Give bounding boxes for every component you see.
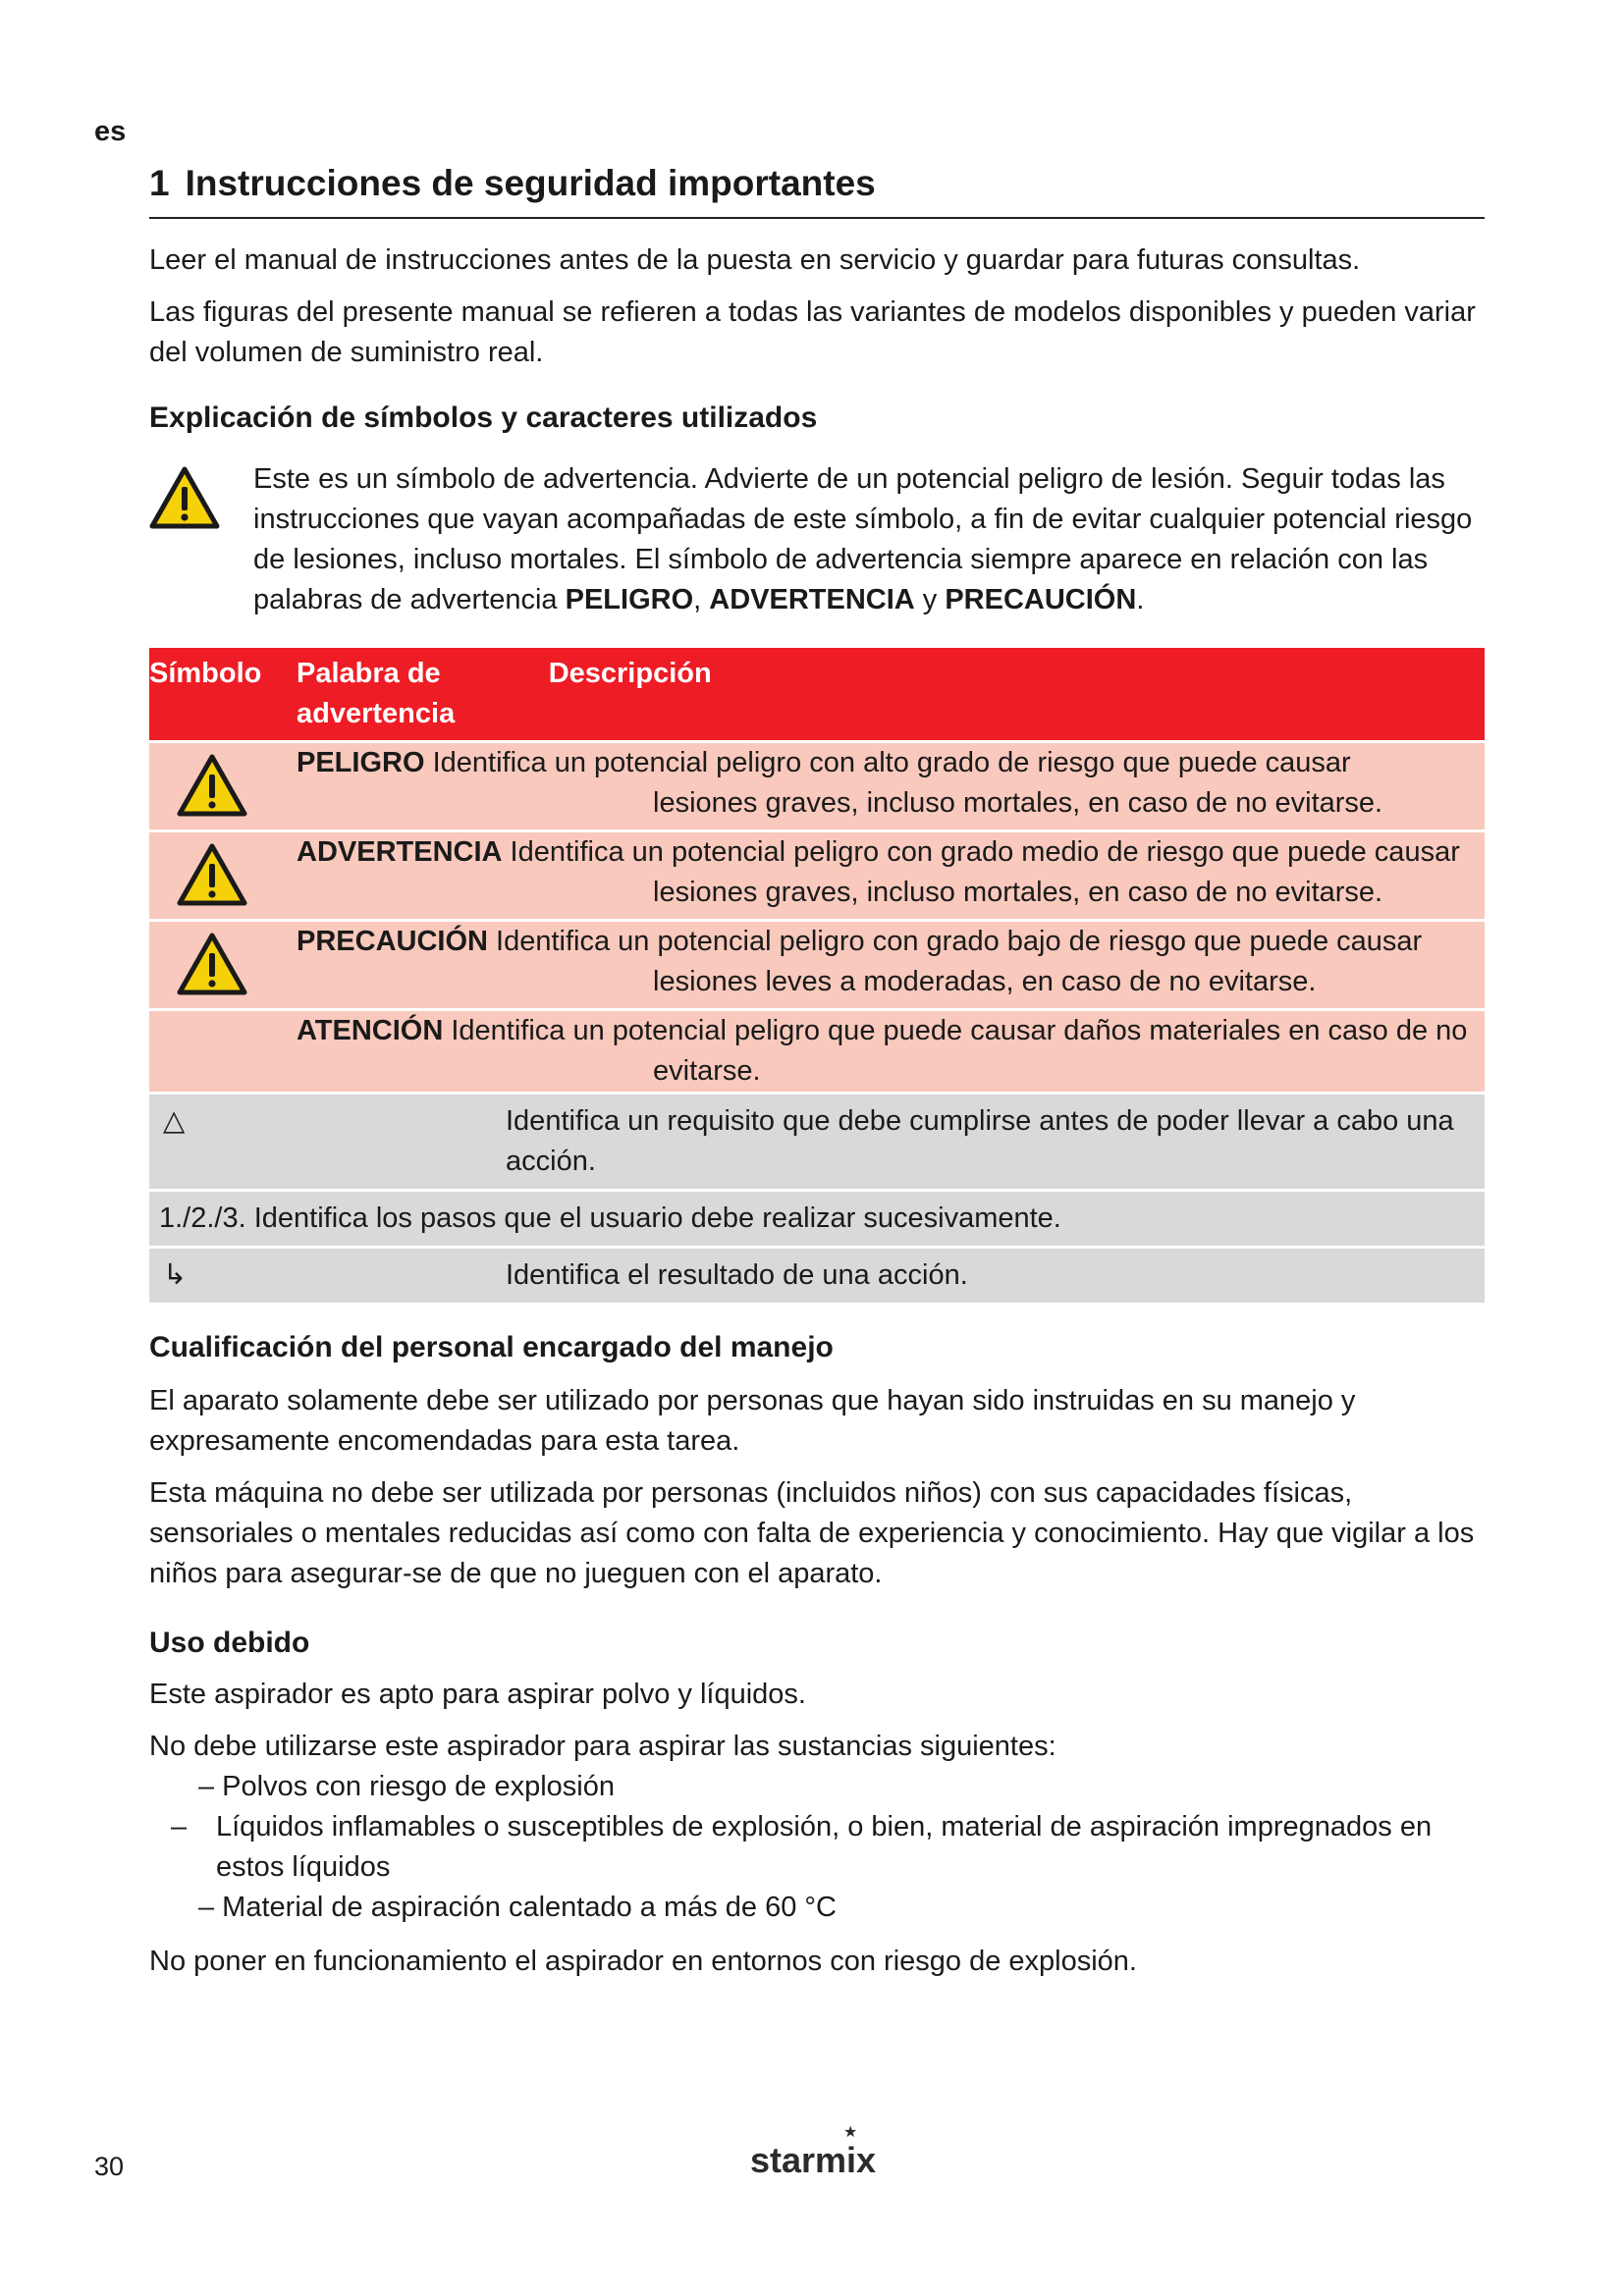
row-description-cont: lesiones graves, incluso mortales, en caso de no evitarse. [653, 787, 1383, 820]
table-row [149, 1248, 1485, 1304]
row-description: Identifica un potencial peligro que puede causar daños materiales en caso de no [451, 1015, 1468, 1047]
row-description: Identifica un potencial peligro con grado bajo de riesgo que puede causar [496, 926, 1423, 958]
intro-paragraph-1: Leer el manual de instrucciones antes de la puesta en servicio y guardar para futuras consultas. [149, 244, 1361, 277]
intended-use-paragraph-3: No poner en funcionamiento el aspirador en entornos con riesgo de explosión. [149, 1946, 1137, 1978]
section-title: Instrucciones de seguridad importantes [185, 163, 876, 203]
warning-triangle-icon [149, 459, 253, 620]
requirement-triangle-icon: △ [163, 1105, 186, 1138]
header-word-desc: Palabra de Descripción advertencia [297, 658, 712, 730]
section-number: 1 [149, 163, 170, 203]
forbidden-substances-list [149, 1767, 1485, 1928]
signal-word: ATENCIÓN [297, 1015, 444, 1047]
table-row [149, 831, 1485, 921]
row-description: Identifica el resultado de una acción. [506, 1259, 968, 1292]
qualification-heading: Cualificación del personal encargado del manejo [149, 1331, 834, 1364]
page-title [149, 162, 1485, 219]
table-row [149, 1094, 1485, 1191]
starmix-logo: ★ starmix [750, 2124, 877, 2180]
table-row [149, 1010, 1485, 1094]
row-description-cont: lesiones leves a moderadas, en caso de no evitarse. [653, 966, 1317, 998]
result-arrow-icon: ↳ [163, 1259, 188, 1292]
warning-triangle-icon [149, 922, 297, 1008]
table-header [149, 648, 1485, 742]
symbols-heading: Explicación de símbolos y caracteres utilizados [149, 401, 818, 435]
symbols-table [149, 648, 1485, 1303]
warning-triangle-icon [149, 832, 297, 919]
page-content [149, 162, 1485, 1982]
table-row [149, 742, 1485, 831]
row-description: Identifica un potencial peligro con grado medio de riesgo que puede causar [510, 836, 1460, 869]
warning-triangle-icon [149, 743, 297, 829]
table-row [149, 1191, 1485, 1248]
signal-word: PELIGRO [297, 747, 425, 779]
signal-word: ADVERTENCIA [297, 836, 503, 869]
row-description-cont: lesiones graves, incluso mortales, en caso de no evitarse. [653, 877, 1383, 909]
row-description-cont: evitarse. [653, 1055, 761, 1088]
warning-explanation-text: Este es un símbolo de advertencia. Advierte de un potencial peligro de lesión. Seguir todas las instrucciones que vayan acompañadas de este símbolo, a fin de evitar cualquier potencial riesgo de lesiones, incluso mortales. El símbolo de advertencia siempre aparece en relación con las palabras de advertencia PELIGRO, ADVERTENCIA y PRECAUCIÓN. [253, 463, 1473, 616]
intended-use-paragraph-2: No debe utilizarse este aspirador para aspirar las sustancias siguientes: [149, 1731, 1056, 1763]
intro-paragraph-2: Las figuras del presente manual se refieren a todas las variantes de modelos disponibles y pueden variar del volumen de suministro real. [149, 296, 1476, 369]
list-item: – Polvos con riesgo de explosión [198, 1771, 615, 1803]
list-item: – Líquidos inflamables o susceptibles de explosión, o bien, material de aspiración impregnados en estos líquidos [171, 1811, 1433, 1884]
steps-description: 1./2./3. Identifica los pasos que el usuario debe realizar sucesivamente. [159, 1202, 1061, 1235]
logo-star-icon: ★ [843, 2124, 858, 2141]
qualification-paragraph-1: El aparato solamente debe ser utilizado por personas que hayan sido instruidas en su manejo y expresamente encomendadas para esta tarea. [149, 1385, 1356, 1458]
qualification-paragraph-2: Esta máquina no debe ser utilizada por personas (incluidos niños) con sus capacidades físicas, sensoriales o mentales reducidas así como con falta de experiencia y conocimiento. Hay que vigilar a los niños para asegurar-se de que no jueguen con el aparato. [149, 1477, 1475, 1590]
row-description: Identifica un requisito que debe cumplirse antes de poder llevar a cabo una acción. [506, 1105, 1454, 1178]
language-code: es [94, 116, 127, 147]
intended-use-heading: Uso debido [149, 1627, 310, 1660]
header-symbol: Símbolo [149, 658, 262, 690]
signal-word: PRECAUCIÓN [297, 926, 488, 958]
warning-explanation [149, 459, 1485, 620]
row-description: Identifica un potencial peligro con alto grado de riesgo que puede causar [432, 747, 1351, 779]
page-number: 30 [94, 2152, 125, 2181]
list-item: – Material de aspiración calentado a más de 60 °C [198, 1892, 837, 1924]
table-row [149, 921, 1485, 1010]
intended-use-paragraph-1: Este aspirador es apto para aspirar polvo y líquidos. [149, 1679, 806, 1711]
